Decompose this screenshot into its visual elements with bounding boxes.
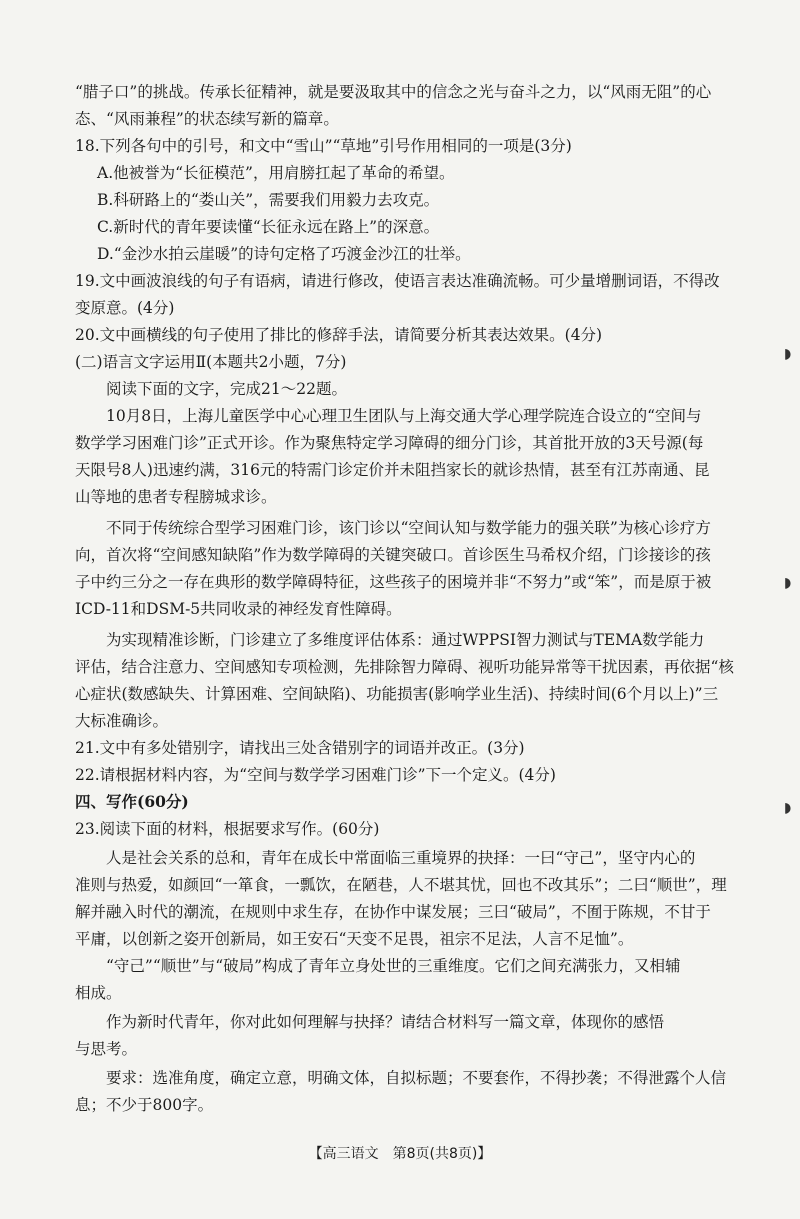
passage-line: ICD-11和DSM-5共同收录的神经发育性障碍。 — [75, 600, 402, 618]
material-line: 人是社会关系的总和，青年在成长中常面临三重境界的抉择：一曰“守己”，坚守内心的 — [106, 849, 696, 867]
question-20: 20.文中画横线的句子使用了排比的修辞手法，请简要分析其表达效果。(4分) — [75, 326, 603, 344]
text-line: 变原意。(4分) — [75, 299, 175, 317]
prompt-line: 作为新时代青年，你对此如何理解与抉择？请结合材料写一篇文章，体现你的感悟 — [106, 1013, 665, 1031]
option-a: A.他被誉为“长征模范”，用肩膀扛起了革命的希望。 — [97, 164, 455, 182]
material-line: 解并融入时代的潮流，在规则中求生存，在协作中谋发展；三曰“破局”，不囿于陈规，不甘于 — [75, 903, 711, 921]
option-b: B.科研路上的“娄山关”，需要我们用毅力去攻克。 — [97, 191, 440, 209]
section-heading: (二)语言文字运用Ⅱ(本题共2小题，7分) — [75, 353, 347, 371]
requirements-line: 要求：选准角度，确定立意，明确文体，自拟标题；不要套作，不得抄袭；不得泄露个人信 — [106, 1069, 727, 1087]
passage-line: 不同于传统综合型学习困难门诊，该门诊以“空间认知与数学能力的强关联”为核心诊疗方 — [106, 519, 711, 537]
passage-line: 数学学习困难门诊”正式开诊。作为聚焦特定学习障碍的细分门诊，其首批开放的3天号源(每 — [75, 434, 704, 452]
material-line: 平庸，以创新之姿开创新局，如王安石“天变不足畏，祖宗不足法，人言不足恤”。 — [75, 930, 634, 948]
option-d: D.“金沙水拍云崖暖”的诗句定格了巧渡金沙江的壮举。 — [97, 245, 471, 263]
passage-line: 天限号8人)迅速约满，316元的特需门诊定价并未阻挡家长的就诊热情，甚至有江苏南通、昆 — [75, 461, 710, 479]
requirements-line: 息；不少于800字。 — [75, 1096, 214, 1114]
binding-mark: ◗ — [784, 575, 792, 591]
material-line: 准则与热爱，如颜回“一箪食，一瓢饮，在陋巷，人不堪其忧，回也不改其乐”；二曰“顺世”，理 — [75, 876, 727, 894]
passage-line: 山等地的患者专程膀城求诊。 — [75, 488, 277, 506]
material-line: “守己”“顺世”与“破局”构成了青年立身处世的三重维度。它们之间充满张力，又相辅 — [106, 957, 681, 975]
passage-line: 大标准确诊。 — [75, 712, 169, 730]
section-heading: 四、写作(60分) — [75, 792, 189, 811]
option-c: C.新时代的青年要读懂“长征永远在路上”的深意。 — [97, 218, 440, 236]
page-footer: 【高三语文 第8页(共8页)】 — [308, 1146, 492, 1162]
passage-line: 评估，结合注意力、空间感知专项检测，先排除智力障碍、视听功能异常等干扰因素，再依据“核 — [75, 658, 734, 676]
passage-line: 向，首次将“空间感知缺陷”作为数学障碍的关键突破口。首诊医生马希权介绍，门诊接诊的孩 — [75, 546, 711, 564]
binding-mark: ◗ — [784, 800, 792, 816]
question-21: 21.文中有多处错别字，请找出三处含错别字的词语并改正。(3分) — [75, 739, 525, 757]
prompt-line: 与思考。 — [75, 1040, 138, 1058]
text-line: 态、“风雨兼程”的状态续写新的篇章。 — [75, 110, 339, 128]
question-23: 23.阅读下面的材料，根据要求写作。(60分) — [75, 820, 380, 838]
binding-mark: ◗ — [784, 346, 792, 362]
passage-line: 为实现精准诊断，门诊建立了多维度评估体系：通过WPPSI智力测试与TEMA数学能力 — [106, 631, 705, 649]
material-line: 相成。 — [75, 984, 122, 1002]
passage-line: 心症状(数感缺失、计算困难、空间缺陷)、功能损害(影响学业生活)、持续时间(6个月以上)”三 — [75, 685, 719, 703]
passage-line: 子中约三分之一存在典形的数学障碍特征，这些孩子的困境并非“不努力”或“笨”，而是原于被 — [75, 573, 712, 591]
instruction: 阅读下面的文字，完成21～22题。 — [106, 380, 347, 398]
question-19: 19.文中画波浪线的句子有语病，请进行修改，使语言表达准确流畅。可少量增删词语，不得改 — [75, 272, 720, 290]
question-22: 22.请根据材料内容，为“空间与数学学习困难门诊”下一个定义。(4分) — [75, 766, 556, 784]
passage-line: 10月8日，上海儿童医学中心心理卫生团队与上海交通大学心理学院连合设立的“空间与 — [106, 407, 702, 425]
text-line: “腊子口”的挑战。传承长征精神，就是要汲取其中的信念之光与奋斗之力，以“风雨无阻”的心 — [75, 83, 712, 101]
question-18: 18.下列各句中的引号，和文中“雪山”“草地”引号作用相同的一项是(3分) — [75, 137, 572, 155]
